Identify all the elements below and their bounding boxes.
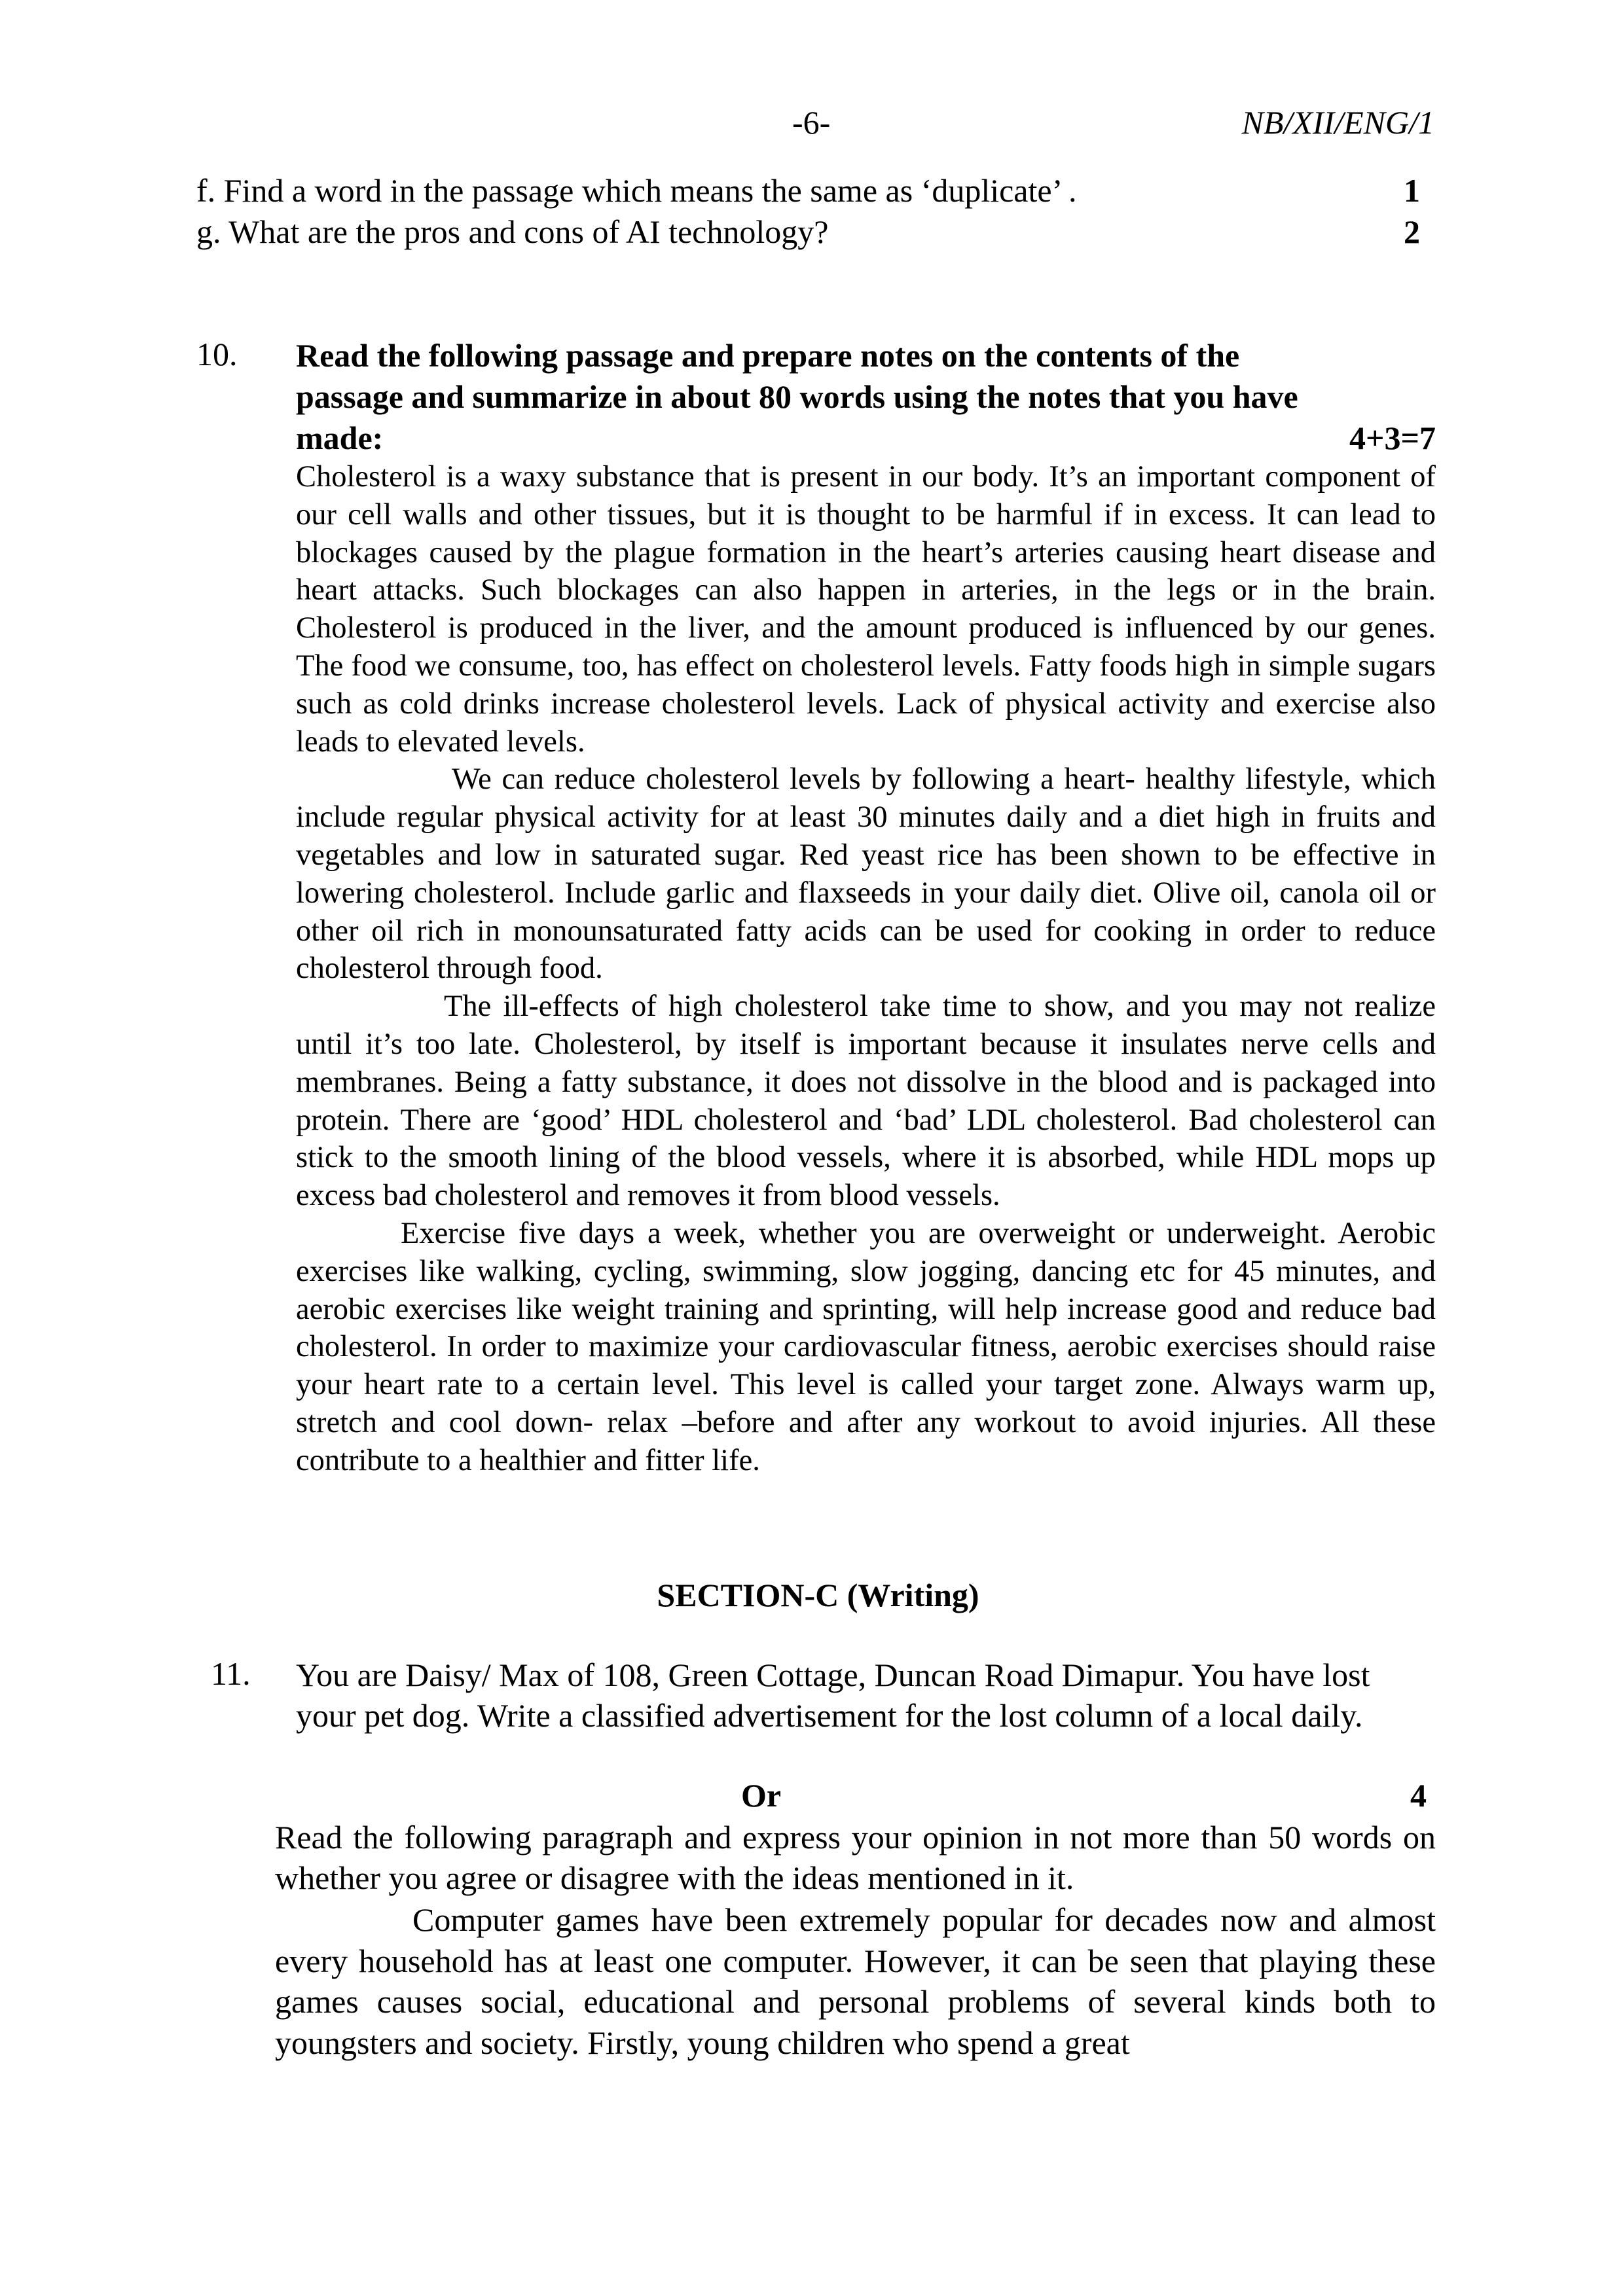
question-10-number: 10. bbox=[196, 336, 238, 372]
passage-paragraph-1: Cholesterol is a waxy substance that is present in our body. It’s an important component of our cell walls and other tissues, but it is thought to be harmful if in excess. It can lead to blockages caused by the plague formation in the heart’s arteries causing heart disease and heart attacks. Such blockages can also happen in arteries, in the legs or in the brain. Cholesterol is produced in the liver, and the amount produced is influenced by our genes. The food we consume, too, has effect on cholesterol levels. Fatty foods high in simple sugars such as cold drinks increase cholesterol levels. Lack of physical activity and exercise also leads to elevated levels. bbox=[296, 460, 1436, 759]
page-number: -6- bbox=[792, 104, 831, 141]
computer-games-paragraph bbox=[275, 1899, 1436, 2063]
question-g bbox=[196, 213, 1433, 251]
paper-code: NB/XII/ENG/1 bbox=[1241, 104, 1434, 141]
question-10-marks: 4+3=7 bbox=[1349, 420, 1436, 456]
passage-paragraph-3: The ill-effects of high cholesterol take time to show, and you may not realize until it’s too late. Cholesterol, by itself is important because it insulates nerve cells and membranes. Being a fatty substance, it does not dissolve in the blood and is packaged into protein. There are ‘good’ HDL cholesterol and ‘bad’ LDL cholesterol. Bad cholesterol can stick to the smooth lining of the blood vessels, where it is absorbed, while HDL mops up excess bad cholesterol and removes it from blood vessels. bbox=[296, 990, 1436, 1213]
question-f bbox=[196, 171, 1433, 209]
prompt-line: Read the following passage and prepare notes on the contents of the bbox=[296, 337, 1240, 374]
question-g-marks: 2 bbox=[1404, 213, 1420, 250]
question-11-number: 11. bbox=[211, 1655, 251, 1692]
prompt-last-text: made: bbox=[296, 420, 384, 456]
passage-paragraph-2: We can reduce cholesterol levels by following a heart- healthy lifestyle, which include regular physical activity for at least 30 minutes daily and a diet high in fruits and vegetables and low in saturated sugar. Red yeast rice has been shown to be effective in lowering cholesterol. Include garlic and flaxseeds in your daily diet. Olive oil, canola oil or other oil rich in monounsaturated fatty acids can be used for cooking in order to reduce cholesterol through food. bbox=[296, 762, 1436, 986]
or-label: Or bbox=[741, 1777, 782, 1814]
cholesterol-passage bbox=[296, 458, 1436, 1480]
question-g-text: g. What are the pros and cons of AI technology? bbox=[196, 213, 829, 250]
alternative-instruction: Read the following paragraph and express your opinion in not more than 50 words on whether you agree or disagree with the ideas mentioned in it. bbox=[275, 1819, 1436, 1896]
question-11-marks: 4 bbox=[1410, 1777, 1427, 1814]
prompt-last-line bbox=[296, 418, 1436, 459]
passage-paragraph-4: Exercise five days a week, whether you are overweight or underweight. Aerobic exercises like walking, cycling, swimming, slow jogging, dancing etc for 45 minutes, and aerobic exercises like weight training and sprinting, will help increase good and reduce bad cholesterol. In order to maximize your cardiovascular fitness, aerobic exercises should raise your heart rate to a certain level. This level is called your target zone. Always warm up, stretch and cool down- relax –before and after any workout to avoid injuries. All these contribute to a healthier and fitter life. bbox=[296, 1216, 1436, 1477]
section-c-heading: SECTION-C (Writing) bbox=[657, 1577, 979, 1613]
question-f-marks: 1 bbox=[1404, 172, 1420, 209]
question-f-text: f. Find a word in the passage which means the same as ‘duplicate’ . bbox=[196, 172, 1077, 209]
prompt-line: passage and summarize in about 80 words using the notes that you have bbox=[296, 378, 1298, 415]
alternative-paragraph-text: Computer games have been extremely popular for decades now and almost every household has at least one computer. However, it can be seen that playing these games causes social, educational and personal problems of several kinds both to youngsters and society. Firstly, young children who spend a great bbox=[275, 1901, 1436, 2061]
question-10-prompt bbox=[296, 335, 1436, 459]
question-11-text: You are Daisy/ Max of 108, Green Cottage, Duncan Road Dimapur. You have lost your pet dog. Write a classified advertisement for the lost column of a local daily. bbox=[296, 1657, 1370, 1734]
